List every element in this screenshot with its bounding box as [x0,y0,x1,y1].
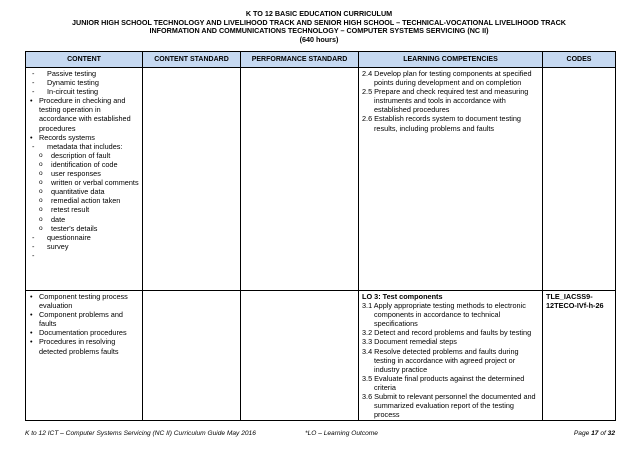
footer-note: *LO – Learning Outcome [305,430,378,437]
learning-competencies-cell [359,291,543,421]
list-item: - survey [29,242,139,251]
document-header [0,10,638,44]
header-line-4: (640 hours) [299,34,339,44]
column-header: LEARNING COMPETENCIES [359,52,543,68]
column-header: CODES [543,52,616,68]
codes-cell [543,68,616,291]
header-line-3: INFORMATION AND COMMUNICATIONS TECHNOLOGY – COMPUTER SYSTEMS SERVICING (NC II) [149,26,489,36]
footer-page-number [574,430,615,437]
competency-item: 2.5 Prepare and check required test and measuring instruments and tools in accordance with established procedures [362,87,529,115]
competency-item: 3.4 Resolve detected problems and faults during testing in accordance with agreed project or industry practice [362,346,519,374]
content-cell [26,68,143,291]
list-item: o user responses [29,169,139,178]
list-item: - questionnaire [29,233,139,242]
competency-item: 2.4 Develop plan for testing components at specified points during development and on completion [362,69,532,88]
list-item: - Dynamic testing [29,78,139,87]
performance-standard-cell [241,291,359,421]
page-total: 32 [607,430,615,437]
list-item: o description of fault [29,151,139,160]
list-item: • Records systems [29,133,139,142]
page-current: 17 [591,430,599,437]
list-item: - In-circuit testing [29,87,139,96]
list-item: o date [29,215,139,224]
list-item: • Component problems and faults [29,310,139,328]
table-row [26,291,616,421]
header-line-1: K TO 12 BASIC EDUCATION CURRICULUM [245,9,393,18]
competency-item: 3.5 Evaluate final products against the determined criteria [362,373,525,392]
column-header: CONTENT [26,52,143,68]
learning-competencies-cell [359,68,543,291]
competency-item: 2.6 Establish records system to document testing results, including problems and faults [362,114,521,133]
code-line: 12TECO-IVf-h-26 [546,301,604,311]
list-item: o retest result [29,205,139,214]
competency-item: 3.6 Submit to relevant personnel the documented and summarized evaluation report of the testing process [362,392,536,420]
column-header: CONTENT STANDARD [143,52,241,68]
content-standard-cell [143,68,241,291]
list-item: • Documentation procedures [29,328,139,337]
page-of-label: of [598,430,608,437]
competency-item: 3.2 Detect and record problems and faults by testing [362,328,532,338]
table-header-row [26,52,616,68]
list-item: • Procedure in checking and testing operation in accordance with established procedures [29,96,139,132]
list-item: o remedial action taken [29,196,139,205]
list-item: - Passive testing [29,69,139,78]
column-header: PERFORMANCE STANDARD [241,52,359,68]
codes-cell [543,291,616,421]
content-standard-cell [143,291,241,421]
list-item: o identification of code [29,160,139,169]
list-item: o tester's details [29,224,139,233]
footer-document-title: K to 12 ICT – Computer Systems Servicing (NC II) Curriculum Guide May 2016 [25,430,256,437]
page-label: Page [573,430,592,437]
content-cell [26,291,143,421]
list-item: • Procedures in resolving detected problems faults [29,337,139,355]
competency-item: 3.3 Document remedial steps [362,337,457,347]
learning-outcome-title: LO 3: Test components [362,292,443,301]
list-item: • Component testing process evaluation [29,292,139,310]
competency-item: 3.1 Apply appropriate testing methods to electronic components in accordance to technical specifications [362,301,526,329]
code-line: TLE_IACSS9- [546,292,593,301]
content-list [29,292,139,356]
content-list [29,69,139,260]
curriculum-table [25,51,616,421]
list-item: o written or verbal comments [29,178,139,187]
list-item [29,251,139,260]
list-item: - metadata that includes: [29,142,139,151]
performance-standard-cell [241,68,359,291]
header-line-2: JUNIOR HIGH SCHOOL TECHNOLOGY AND LIVELIHOOD TRACK AND SENIOR HIGH SCHOOL – TECHNICAL-VOCATIONAL LIVELIHOOD TRACK [72,17,566,27]
table-row [26,68,616,291]
list-item: o quantitative data [29,187,139,196]
